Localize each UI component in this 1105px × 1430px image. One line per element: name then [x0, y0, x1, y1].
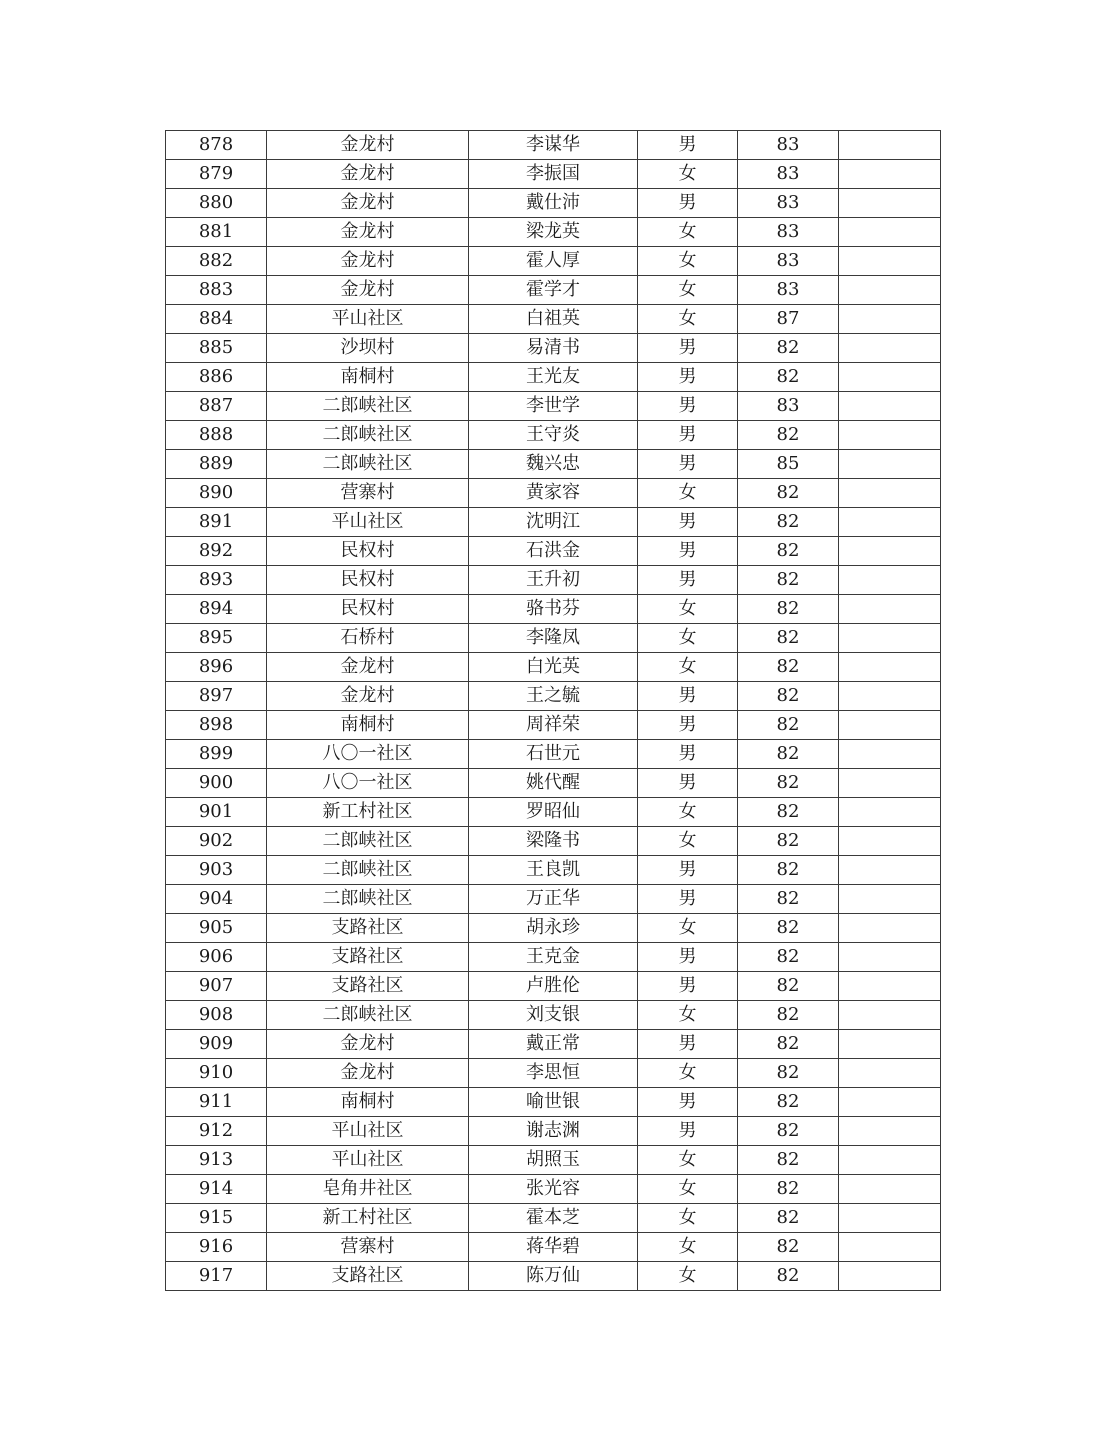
- row-number-cell: 898: [166, 711, 267, 740]
- note-cell: [839, 1262, 941, 1291]
- table-row: [166, 682, 941, 711]
- age-cell: 87: [738, 305, 839, 334]
- person-name-cell: 王之毓: [469, 682, 638, 711]
- gender-cell: 女: [638, 827, 738, 856]
- community-cell: 二郎峡社区: [267, 856, 469, 885]
- age-cell: 82: [738, 972, 839, 1001]
- community-cell: 二郎峡社区: [267, 421, 469, 450]
- gender-cell: 女: [638, 218, 738, 247]
- person-name-cell: 蒋华碧: [469, 1233, 638, 1262]
- note-cell: [839, 1088, 941, 1117]
- row-number-cell: 891: [166, 508, 267, 537]
- age-cell: 83: [738, 392, 839, 421]
- person-name-cell: 石世元: [469, 740, 638, 769]
- person-name-cell: 沈明江: [469, 508, 638, 537]
- age-cell: 83: [738, 247, 839, 276]
- person-name-cell: 易清书: [469, 334, 638, 363]
- note-cell: [839, 1001, 941, 1030]
- age-cell: 82: [738, 421, 839, 450]
- roster-table-body: [166, 131, 941, 1291]
- gender-cell: 女: [638, 305, 738, 334]
- person-name-cell: 卢胜伦: [469, 972, 638, 1001]
- table-row: [166, 624, 941, 653]
- note-cell: [839, 1146, 941, 1175]
- community-cell: 支路社区: [267, 943, 469, 972]
- gender-cell: 男: [638, 885, 738, 914]
- gender-cell: 男: [638, 740, 738, 769]
- table-row: [166, 160, 941, 189]
- age-cell: 82: [738, 740, 839, 769]
- age-cell: 82: [738, 595, 839, 624]
- gender-cell: 男: [638, 508, 738, 537]
- note-cell: [839, 189, 941, 218]
- gender-cell: 男: [638, 450, 738, 479]
- note-cell: [839, 769, 941, 798]
- person-name-cell: 李振国: [469, 160, 638, 189]
- gender-cell: 女: [638, 1146, 738, 1175]
- row-number-cell: 889: [166, 450, 267, 479]
- age-cell: 82: [738, 334, 839, 363]
- community-cell: 二郎峡社区: [267, 450, 469, 479]
- community-cell: 平山社区: [267, 1146, 469, 1175]
- community-cell: 民权村: [267, 566, 469, 595]
- age-cell: 83: [738, 218, 839, 247]
- row-number-cell: 910: [166, 1059, 267, 1088]
- community-cell: 金龙村: [267, 682, 469, 711]
- gender-cell: 男: [638, 537, 738, 566]
- table-row: [166, 769, 941, 798]
- note-cell: [839, 247, 941, 276]
- gender-cell: 男: [638, 682, 738, 711]
- row-number-cell: 907: [166, 972, 267, 1001]
- note-cell: [839, 827, 941, 856]
- person-name-cell: 石洪金: [469, 537, 638, 566]
- person-name-cell: 白祖英: [469, 305, 638, 334]
- community-cell: 支路社区: [267, 972, 469, 1001]
- community-cell: 金龙村: [267, 276, 469, 305]
- row-number-cell: 913: [166, 1146, 267, 1175]
- table-row: [166, 537, 941, 566]
- community-cell: 八〇一社区: [267, 740, 469, 769]
- note-cell: [839, 1175, 941, 1204]
- community-cell: 南桐村: [267, 363, 469, 392]
- gender-cell: 女: [638, 1233, 738, 1262]
- row-number-cell: 914: [166, 1175, 267, 1204]
- note-cell: [839, 450, 941, 479]
- row-number-cell: 899: [166, 740, 267, 769]
- community-cell: 平山社区: [267, 305, 469, 334]
- age-cell: 82: [738, 914, 839, 943]
- community-cell: 金龙村: [267, 160, 469, 189]
- table-row: [166, 914, 941, 943]
- gender-cell: 男: [638, 1088, 738, 1117]
- person-name-cell: 黄家容: [469, 479, 638, 508]
- community-cell: 二郎峡社区: [267, 827, 469, 856]
- person-name-cell: 王良凯: [469, 856, 638, 885]
- row-number-cell: 895: [166, 624, 267, 653]
- age-cell: 82: [738, 566, 839, 595]
- age-cell: 82: [738, 798, 839, 827]
- row-number-cell: 883: [166, 276, 267, 305]
- table-row: [166, 363, 941, 392]
- person-name-cell: 霍学才: [469, 276, 638, 305]
- table-row: [166, 334, 941, 363]
- note-cell: [839, 1204, 941, 1233]
- table-row: [166, 943, 941, 972]
- note-cell: [839, 218, 941, 247]
- person-name-cell: 万正华: [469, 885, 638, 914]
- table-row: [166, 305, 941, 334]
- person-name-cell: 霍本芝: [469, 1204, 638, 1233]
- community-cell: 金龙村: [267, 247, 469, 276]
- note-cell: [839, 624, 941, 653]
- person-name-cell: 周祥荣: [469, 711, 638, 740]
- age-cell: 82: [738, 1146, 839, 1175]
- row-number-cell: 882: [166, 247, 267, 276]
- age-cell: 82: [738, 1001, 839, 1030]
- gender-cell: 男: [638, 189, 738, 218]
- community-cell: 新工村社区: [267, 1204, 469, 1233]
- community-cell: 二郎峡社区: [267, 885, 469, 914]
- table-row: [166, 1204, 941, 1233]
- note-cell: [839, 856, 941, 885]
- age-cell: 82: [738, 885, 839, 914]
- age-cell: 82: [738, 363, 839, 392]
- age-cell: 82: [738, 711, 839, 740]
- row-number-cell: 894: [166, 595, 267, 624]
- age-cell: 82: [738, 1059, 839, 1088]
- gender-cell: 女: [638, 160, 738, 189]
- row-number-cell: 905: [166, 914, 267, 943]
- table-row: [166, 479, 941, 508]
- age-cell: 83: [738, 189, 839, 218]
- table-row: [166, 798, 941, 827]
- age-cell: 82: [738, 479, 839, 508]
- table-row: [166, 653, 941, 682]
- community-cell: 支路社区: [267, 914, 469, 943]
- age-cell: 83: [738, 276, 839, 305]
- row-number-cell: 885: [166, 334, 267, 363]
- community-cell: 金龙村: [267, 131, 469, 160]
- row-number-cell: 886: [166, 363, 267, 392]
- age-cell: 82: [738, 769, 839, 798]
- note-cell: [839, 334, 941, 363]
- note-cell: [839, 943, 941, 972]
- note-cell: [839, 1059, 941, 1088]
- row-number-cell: 878: [166, 131, 267, 160]
- note-cell: [839, 711, 941, 740]
- note-cell: [839, 392, 941, 421]
- community-cell: 营寨村: [267, 479, 469, 508]
- age-cell: 82: [738, 827, 839, 856]
- note-cell: [839, 363, 941, 392]
- note-cell: [839, 595, 941, 624]
- table-row: [166, 885, 941, 914]
- note-cell: [839, 682, 941, 711]
- community-cell: 皂角井社区: [267, 1175, 469, 1204]
- community-cell: 平山社区: [267, 1117, 469, 1146]
- age-cell: 82: [738, 856, 839, 885]
- gender-cell: 男: [638, 566, 738, 595]
- gender-cell: 女: [638, 247, 738, 276]
- age-cell: 82: [738, 682, 839, 711]
- gender-cell: 女: [638, 1262, 738, 1291]
- row-number-cell: 916: [166, 1233, 267, 1262]
- community-cell: 金龙村: [267, 189, 469, 218]
- person-name-cell: 李谋华: [469, 131, 638, 160]
- age-cell: 82: [738, 943, 839, 972]
- table-row: [166, 421, 941, 450]
- table-row: [166, 740, 941, 769]
- table-row: [166, 218, 941, 247]
- age-cell: 83: [738, 160, 839, 189]
- row-number-cell: 896: [166, 653, 267, 682]
- gender-cell: 男: [638, 856, 738, 885]
- row-number-cell: 881: [166, 218, 267, 247]
- gender-cell: 女: [638, 479, 738, 508]
- row-number-cell: 890: [166, 479, 267, 508]
- table-row: [166, 972, 941, 1001]
- person-name-cell: 梁龙英: [469, 218, 638, 247]
- person-name-cell: 白光英: [469, 653, 638, 682]
- note-cell: [839, 276, 941, 305]
- row-number-cell: 902: [166, 827, 267, 856]
- person-name-cell: 戴正常: [469, 1030, 638, 1059]
- note-cell: [839, 537, 941, 566]
- age-cell: 82: [738, 624, 839, 653]
- row-number-cell: 892: [166, 537, 267, 566]
- note-cell: [839, 1030, 941, 1059]
- community-cell: 南桐村: [267, 711, 469, 740]
- person-name-cell: 王升初: [469, 566, 638, 595]
- community-cell: 平山社区: [267, 508, 469, 537]
- gender-cell: 男: [638, 1030, 738, 1059]
- row-number-cell: 903: [166, 856, 267, 885]
- table-row: [166, 508, 941, 537]
- table-row: [166, 1146, 941, 1175]
- gender-cell: 女: [638, 1175, 738, 1204]
- community-cell: 民权村: [267, 595, 469, 624]
- gender-cell: 女: [638, 1001, 738, 1030]
- note-cell: [839, 508, 941, 537]
- person-name-cell: 刘支银: [469, 1001, 638, 1030]
- row-number-cell: 884: [166, 305, 267, 334]
- age-cell: 82: [738, 1233, 839, 1262]
- community-cell: 新工村社区: [267, 798, 469, 827]
- table-row: [166, 131, 941, 160]
- person-name-cell: 霍人厚: [469, 247, 638, 276]
- note-cell: [839, 160, 941, 189]
- community-cell: 营寨村: [267, 1233, 469, 1262]
- person-name-cell: 张光容: [469, 1175, 638, 1204]
- table-row: [166, 1117, 941, 1146]
- age-cell: 82: [738, 1204, 839, 1233]
- gender-cell: 女: [638, 798, 738, 827]
- age-cell: 85: [738, 450, 839, 479]
- gender-cell: 女: [638, 624, 738, 653]
- row-number-cell: 909: [166, 1030, 267, 1059]
- table-row: [166, 189, 941, 218]
- person-name-cell: 胡永珍: [469, 914, 638, 943]
- note-cell: [839, 914, 941, 943]
- community-cell: 石桥村: [267, 624, 469, 653]
- gender-cell: 男: [638, 421, 738, 450]
- person-name-cell: 李隆凤: [469, 624, 638, 653]
- table-row: [166, 827, 941, 856]
- table-row: [166, 1088, 941, 1117]
- community-cell: 金龙村: [267, 653, 469, 682]
- row-number-cell: 900: [166, 769, 267, 798]
- gender-cell: 女: [638, 595, 738, 624]
- table-row: [166, 711, 941, 740]
- community-cell: 金龙村: [267, 218, 469, 247]
- table-row: [166, 1262, 941, 1291]
- person-name-cell: 王克金: [469, 943, 638, 972]
- person-name-cell: 谢志渊: [469, 1117, 638, 1146]
- note-cell: [839, 885, 941, 914]
- note-cell: [839, 421, 941, 450]
- person-name-cell: 喻世银: [469, 1088, 638, 1117]
- table-row: [166, 595, 941, 624]
- row-number-cell: 904: [166, 885, 267, 914]
- gender-cell: 男: [638, 769, 738, 798]
- row-number-cell: 911: [166, 1088, 267, 1117]
- row-number-cell: 908: [166, 1001, 267, 1030]
- age-cell: 82: [738, 1262, 839, 1291]
- table-row: [166, 276, 941, 305]
- community-cell: 八〇一社区: [267, 769, 469, 798]
- gender-cell: 女: [638, 1204, 738, 1233]
- gender-cell: 男: [638, 972, 738, 1001]
- community-cell: 二郎峡社区: [267, 392, 469, 421]
- community-cell: 民权村: [267, 537, 469, 566]
- person-name-cell: 姚代醒: [469, 769, 638, 798]
- note-cell: [839, 798, 941, 827]
- gender-cell: 男: [638, 392, 738, 421]
- person-name-cell: 胡照玉: [469, 1146, 638, 1175]
- row-number-cell: 893: [166, 566, 267, 595]
- row-number-cell: 915: [166, 1204, 267, 1233]
- note-cell: [839, 479, 941, 508]
- gender-cell: 男: [638, 131, 738, 160]
- age-cell: 82: [738, 1030, 839, 1059]
- note-cell: [839, 972, 941, 1001]
- gender-cell: 男: [638, 363, 738, 392]
- age-cell: 82: [738, 1175, 839, 1204]
- community-cell: 南桐村: [267, 1088, 469, 1117]
- person-name-cell: 魏兴忠: [469, 450, 638, 479]
- person-name-cell: 梁隆书: [469, 827, 638, 856]
- note-cell: [839, 740, 941, 769]
- table-row: [166, 1030, 941, 1059]
- community-cell: 二郎峡社区: [267, 1001, 469, 1030]
- community-cell: 金龙村: [267, 1030, 469, 1059]
- row-number-cell: 880: [166, 189, 267, 218]
- community-cell: 沙坝村: [267, 334, 469, 363]
- person-name-cell: 李思恒: [469, 1059, 638, 1088]
- person-name-cell: 戴仕沛: [469, 189, 638, 218]
- age-cell: 82: [738, 508, 839, 537]
- note-cell: [839, 653, 941, 682]
- note-cell: [839, 131, 941, 160]
- community-cell: 支路社区: [267, 1262, 469, 1291]
- row-number-cell: 912: [166, 1117, 267, 1146]
- table-row: [166, 450, 941, 479]
- community-cell: 金龙村: [267, 1059, 469, 1088]
- note-cell: [839, 1117, 941, 1146]
- gender-cell: 女: [638, 653, 738, 682]
- gender-cell: 女: [638, 1059, 738, 1088]
- person-name-cell: 罗昭仙: [469, 798, 638, 827]
- person-name-cell: 骆书芬: [469, 595, 638, 624]
- table-row: [166, 856, 941, 885]
- table-row: [166, 1059, 941, 1088]
- person-name-cell: 王守炎: [469, 421, 638, 450]
- age-cell: 82: [738, 1117, 839, 1146]
- row-number-cell: 879: [166, 160, 267, 189]
- row-number-cell: 887: [166, 392, 267, 421]
- age-cell: 82: [738, 653, 839, 682]
- row-number-cell: 906: [166, 943, 267, 972]
- note-cell: [839, 566, 941, 595]
- row-number-cell: 917: [166, 1262, 267, 1291]
- age-cell: 83: [738, 131, 839, 160]
- note-cell: [839, 305, 941, 334]
- person-name-cell: 王光友: [469, 363, 638, 392]
- table-row: [166, 247, 941, 276]
- table-row: [166, 566, 941, 595]
- table-row: [166, 392, 941, 421]
- row-number-cell: 901: [166, 798, 267, 827]
- row-number-cell: 888: [166, 421, 267, 450]
- age-cell: 82: [738, 1088, 839, 1117]
- gender-cell: 女: [638, 914, 738, 943]
- gender-cell: 男: [638, 711, 738, 740]
- row-number-cell: 897: [166, 682, 267, 711]
- age-cell: 82: [738, 537, 839, 566]
- gender-cell: 男: [638, 943, 738, 972]
- gender-cell: 男: [638, 1117, 738, 1146]
- gender-cell: 女: [638, 276, 738, 305]
- note-cell: [839, 1233, 941, 1262]
- table-row: [166, 1001, 941, 1030]
- table-row: [166, 1175, 941, 1204]
- table-row: [166, 1233, 941, 1262]
- person-name-cell: 李世学: [469, 392, 638, 421]
- person-name-cell: 陈万仙: [469, 1262, 638, 1291]
- gender-cell: 男: [638, 334, 738, 363]
- roster-table: [165, 130, 941, 1291]
